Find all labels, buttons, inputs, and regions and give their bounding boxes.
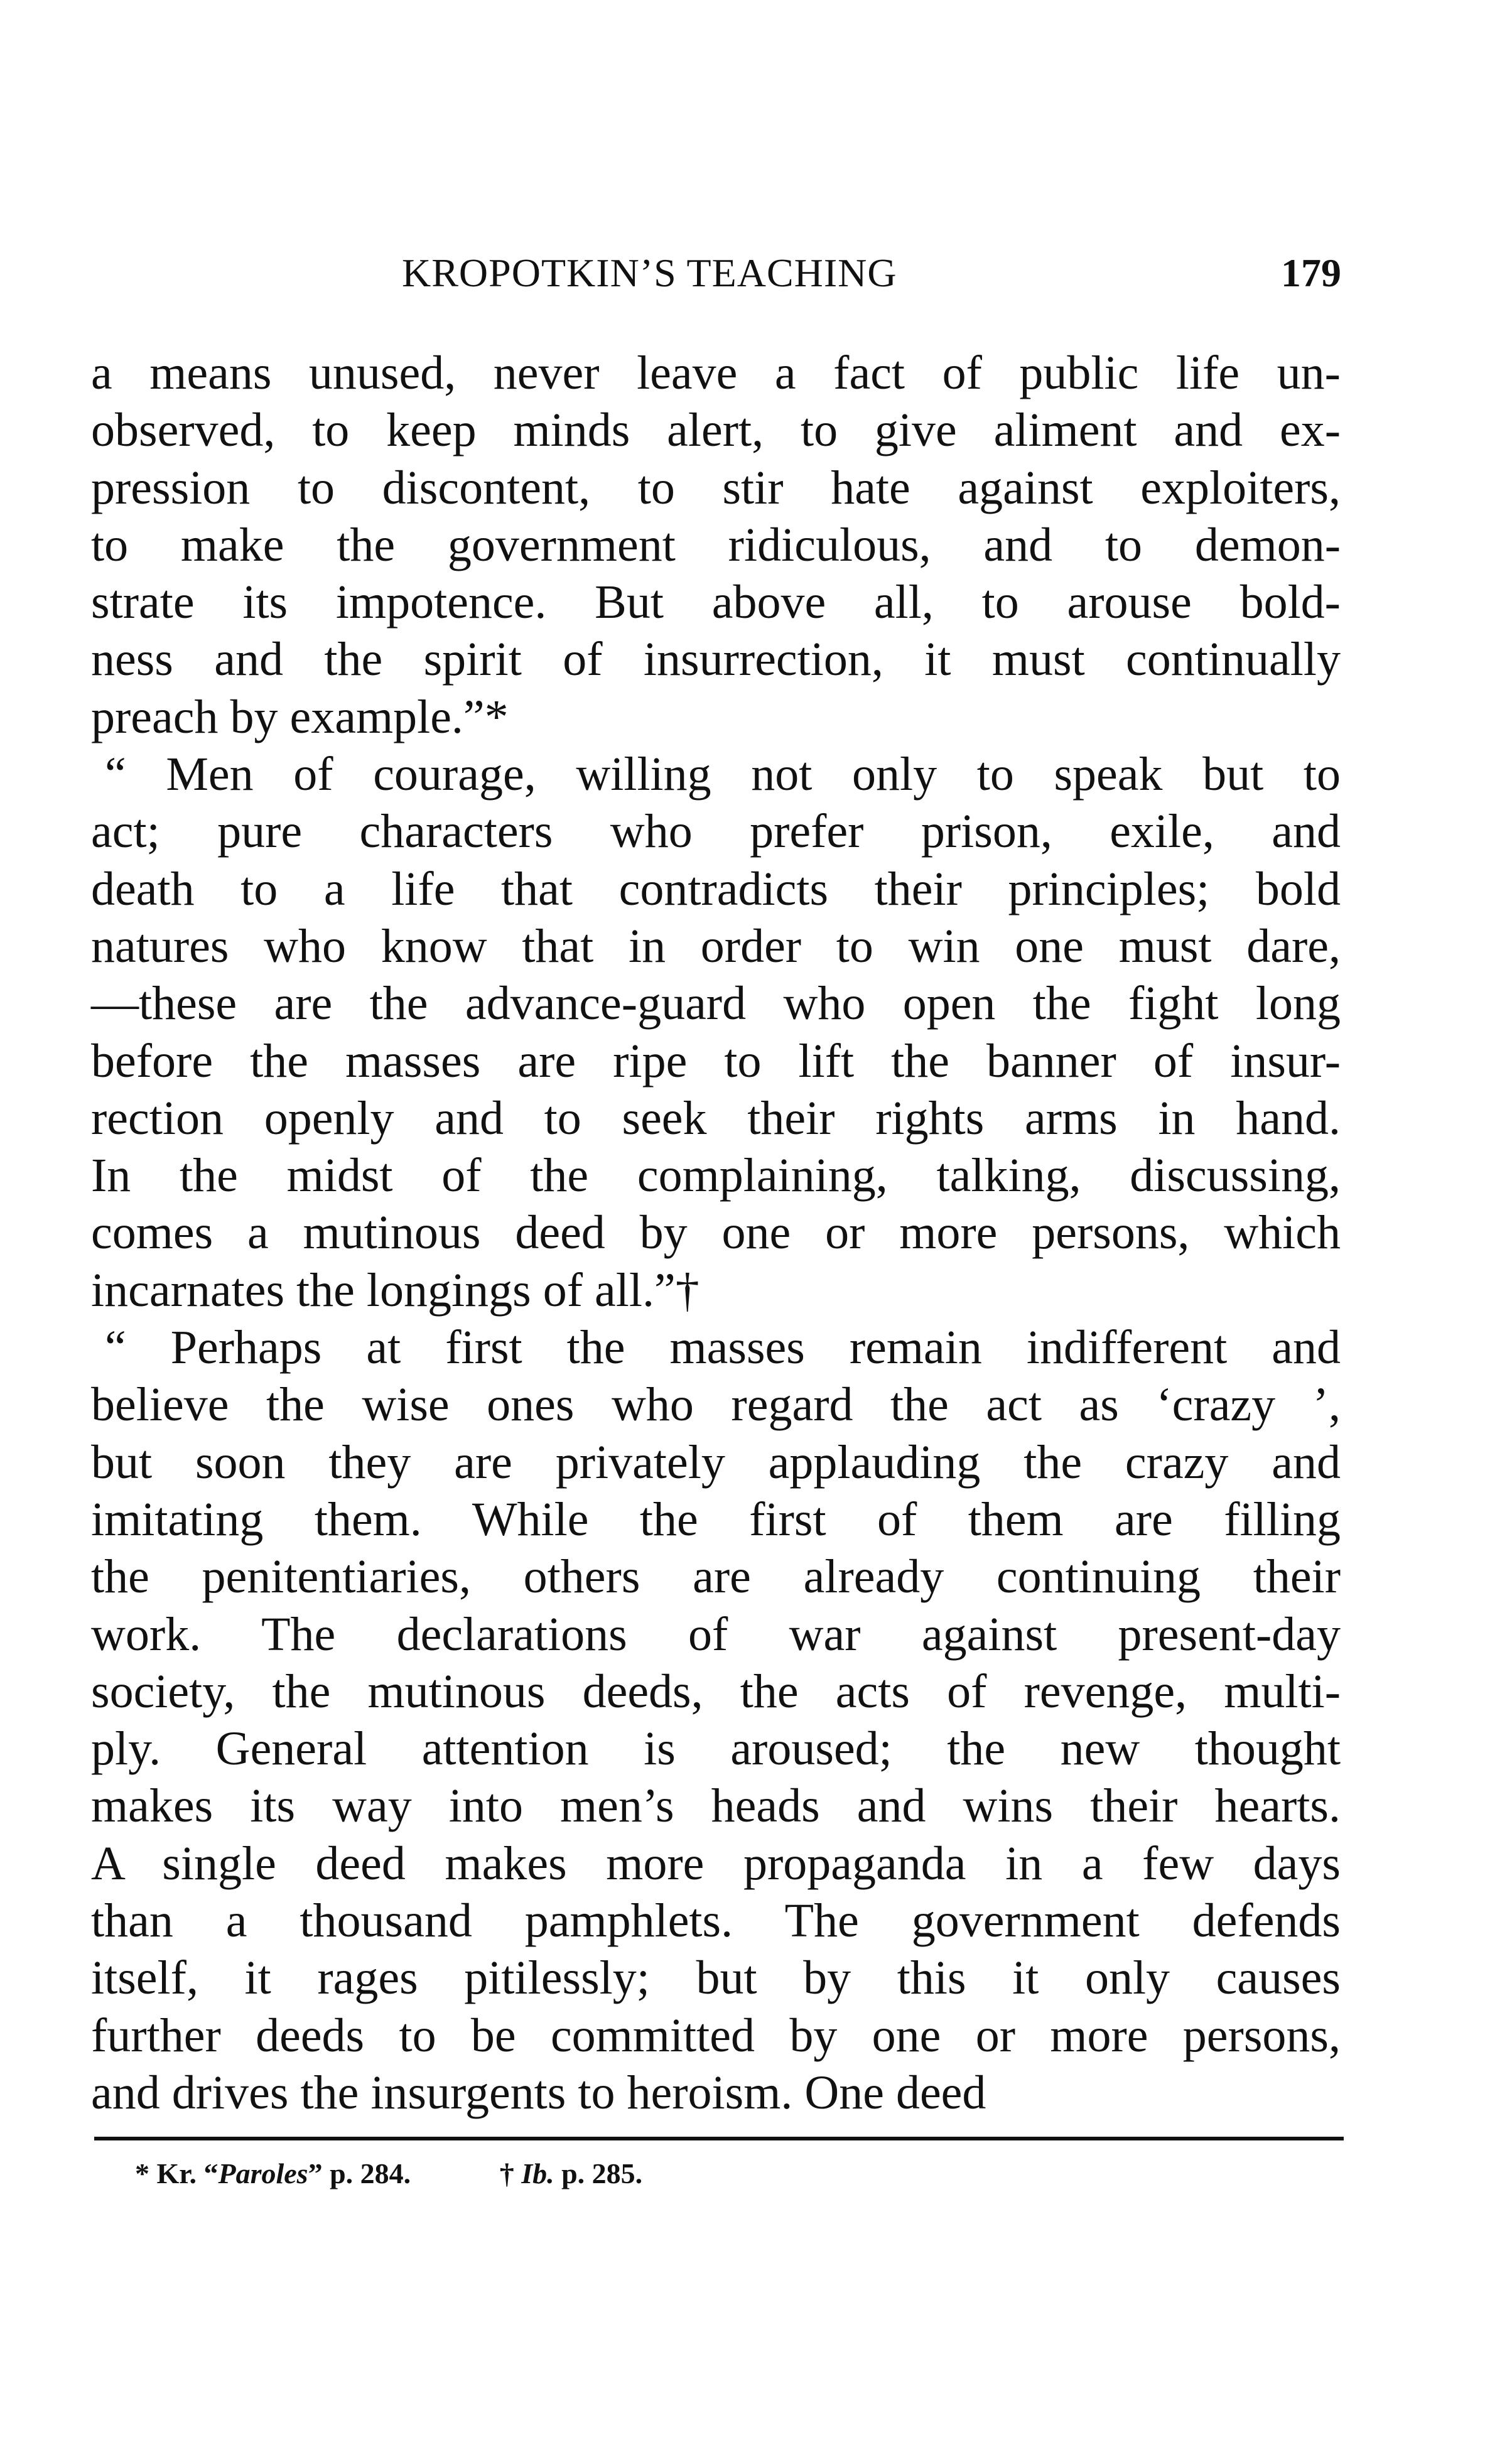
text-line: and drives the insurgents to heroism. One deed [91, 2066, 986, 2119]
footnote-2-title: Ib. [521, 2157, 554, 2189]
footnote-2-suffix: p. 285. [554, 2157, 643, 2189]
text-line: strate its impotence. But above all, to arouse bold- [91, 576, 1341, 629]
page-header [0, 248, 1512, 298]
text-line: imitating them. While the first of them are filling [91, 1492, 1341, 1546]
text-line: makes its way into men’s heads and wins their hearts. [91, 1779, 1341, 1833]
text-line: A single deed makes more propaganda in a few days [91, 1837, 1341, 1890]
text-line: ply. General attention is aroused; the new thought [91, 1722, 1341, 1776]
footnote-1 [135, 2157, 411, 2189]
text-line: pression to discontent, to stir hate against exploiters, [91, 461, 1341, 514]
text-line: preach by example.”* [91, 690, 509, 743]
footnote-1-title: Paroles [218, 2157, 308, 2189]
text-line: the penitentiaries, others are already continuing their [91, 1550, 1341, 1604]
text-line: observed, to keep minds alert, to give aliment and ex- [91, 404, 1341, 457]
text-line: believe the wise ones who regard the act as ‘crazy ’, [91, 1378, 1341, 1432]
text-line: act; pure characters who prefer prison, exile, and [91, 805, 1341, 858]
footnote-1-suffix: ” p. 284. [308, 2157, 411, 2189]
running-title: KROPOTKIN’S TEACHING [402, 251, 897, 295]
text-line: than a thousand pamphlets. The government defends [91, 1894, 1341, 1948]
text-line: further deeds to be committed by one or more persons, [91, 2009, 1341, 2062]
text-line: rection openly and to seek their rights arms in hand. [91, 1091, 1341, 1145]
text-line: ness and the spirit of insurrection, it must continually [91, 633, 1341, 686]
text-line: a means unused, never leave a fact of public life un- [91, 347, 1341, 399]
text-line: itself, it rages pitilessly; but by this it only causes [91, 1951, 1341, 2005]
text-line: natures who know that in order to win one must dare, [91, 919, 1341, 973]
text-line: incarnates the longings of all.”† [91, 1263, 699, 1317]
text-line: work. The declarations of war against present-day [91, 1607, 1341, 1661]
text-line: to make the government ridiculous, and to demon- [91, 518, 1341, 571]
text-line: —these are the advance-guard who open the fight long [91, 977, 1341, 1030]
text-line: “ Men of courage, willing not only to speak but to [105, 748, 1341, 801]
body-text [91, 345, 1341, 2122]
text-line: society, the mutinous deeds, the acts of revenge, multi- [91, 1665, 1341, 1718]
text-line: In the midst of the complaining, talking, discussing, [91, 1149, 1341, 1202]
text-line: “ Perhaps at first the masses remain indifferent and [105, 1321, 1341, 1374]
footnotes [135, 2155, 642, 2193]
footnote-1-prefix: * Kr. “ [135, 2157, 219, 2189]
text-line: before the masses are ripe to lift the banner of insur- [91, 1034, 1341, 1088]
text-line: death to a life that contradicts their principles; bold [91, 862, 1341, 915]
footnote-2 [500, 2157, 643, 2189]
text-line: comes a mutinous deed by one or more persons, which [91, 1206, 1341, 1260]
footnote-2-prefix: † [499, 2157, 522, 2189]
text-line: but soon they are privately applauding the crazy and [91, 1435, 1341, 1489]
page-number: 179 [1281, 251, 1341, 295]
footnote-rule [94, 2137, 1344, 2140]
